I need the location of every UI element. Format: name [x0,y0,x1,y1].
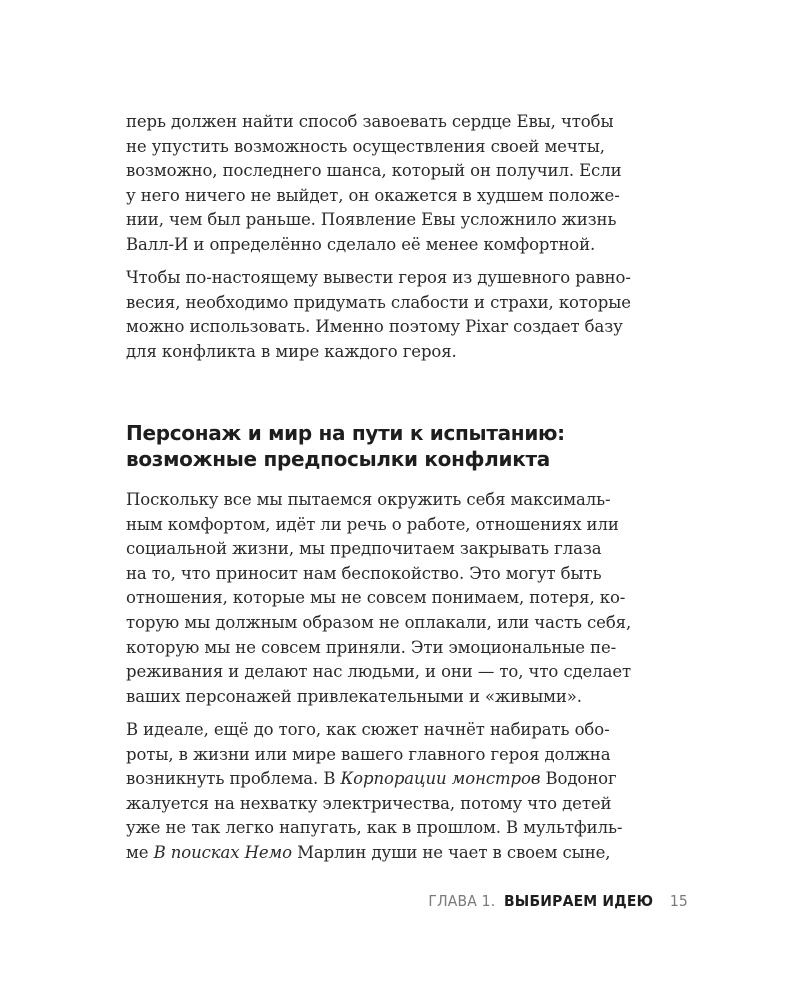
text-line [126,841,622,866]
text-line: на то, что приносит нам беспокойство. Это могут быть [126,563,602,583]
text-line: весия, необходимо придумать слабости и страхи, которые [126,292,631,312]
text-line: ваших персонажей привлекательными и «живыми». [126,686,582,706]
text-line: Чтобы по-настоящему вывести героя из душевного равно- [126,268,631,287]
text-line: для конфликта в мире каждого героя. [126,341,457,361]
text-line: реживания и делают нас людьми, и они — то, что сделает [126,662,632,682]
text-line: отношения, которые мы не совсем понимаем, потеря, ко- [126,588,626,608]
paragraph-4 [126,718,622,866]
text-line: Поскольку все мы пытаемся окружить себя максималь- [126,490,611,509]
page-number: 15 [669,892,688,910]
text-line: ным комфортом, идёт ли речь о работе, отношениях или [126,514,619,534]
text-line: можно использовать. Именно поэтому Pixar создает базу [126,317,623,337]
paragraph-3 [126,488,631,709]
text-line: нии, чем был раньше. Появление Евы усложнило жизнь [126,210,617,230]
text-line: возможно, последнего шанса, который он получил. Если [126,161,622,181]
heading-line: возможные предпосылки конфликта [126,447,550,471]
text-line: Валл-И и определённо сделало её менее комфортной. [126,234,596,254]
paragraph-1 [126,110,621,258]
text-span: ме [126,842,149,862]
text-line: уже не так легко напугать, как в прошлом. В мультфиль- [126,818,623,838]
text-line [126,767,622,792]
text-line: роты, в жизни или мире вашего главного героя должна [126,744,611,764]
text-span: возникнуть проблема. В [126,769,336,789]
section-heading [126,420,565,472]
text-line: социальной жизни, мы предпочитаем закрывать глаза [126,539,602,559]
footer-chapter: ГЛАВА 1. [428,892,496,910]
heading-line: Персонаж и мир на пути к испытанию: [126,421,565,445]
text-span: Марлин души не чает в своем сыне, [297,842,611,862]
text-span: Водоног [545,769,617,789]
text-line: которую мы не совсем приняли. Эти эмоциональные пе- [126,637,617,657]
running-footer [428,892,688,910]
text-line: торую мы должным образом не оплакали, или часть себя, [126,612,632,632]
text-line: у него ничего не выйдет, он окажется в худшем положе- [126,185,620,205]
text-line: В идеале, ещё до того, как сюжет начнёт набирать обо- [126,720,610,739]
text-line: не упустить возможность осуществления своей мечты, [126,136,605,156]
text-line: перь должен найти способ завоевать сердце Евы, чтобы [126,112,614,131]
film-title-monsters: Корпорации монстров [340,769,541,789]
text-line: жалуется на нехватку электричества, потому что детей [126,793,612,813]
paragraph-2 [126,266,631,364]
footer-chapter-title: ВЫБИРАЕМ ИДЕЮ [503,892,654,910]
film-title-nemo: В поисках Немо [153,842,292,862]
